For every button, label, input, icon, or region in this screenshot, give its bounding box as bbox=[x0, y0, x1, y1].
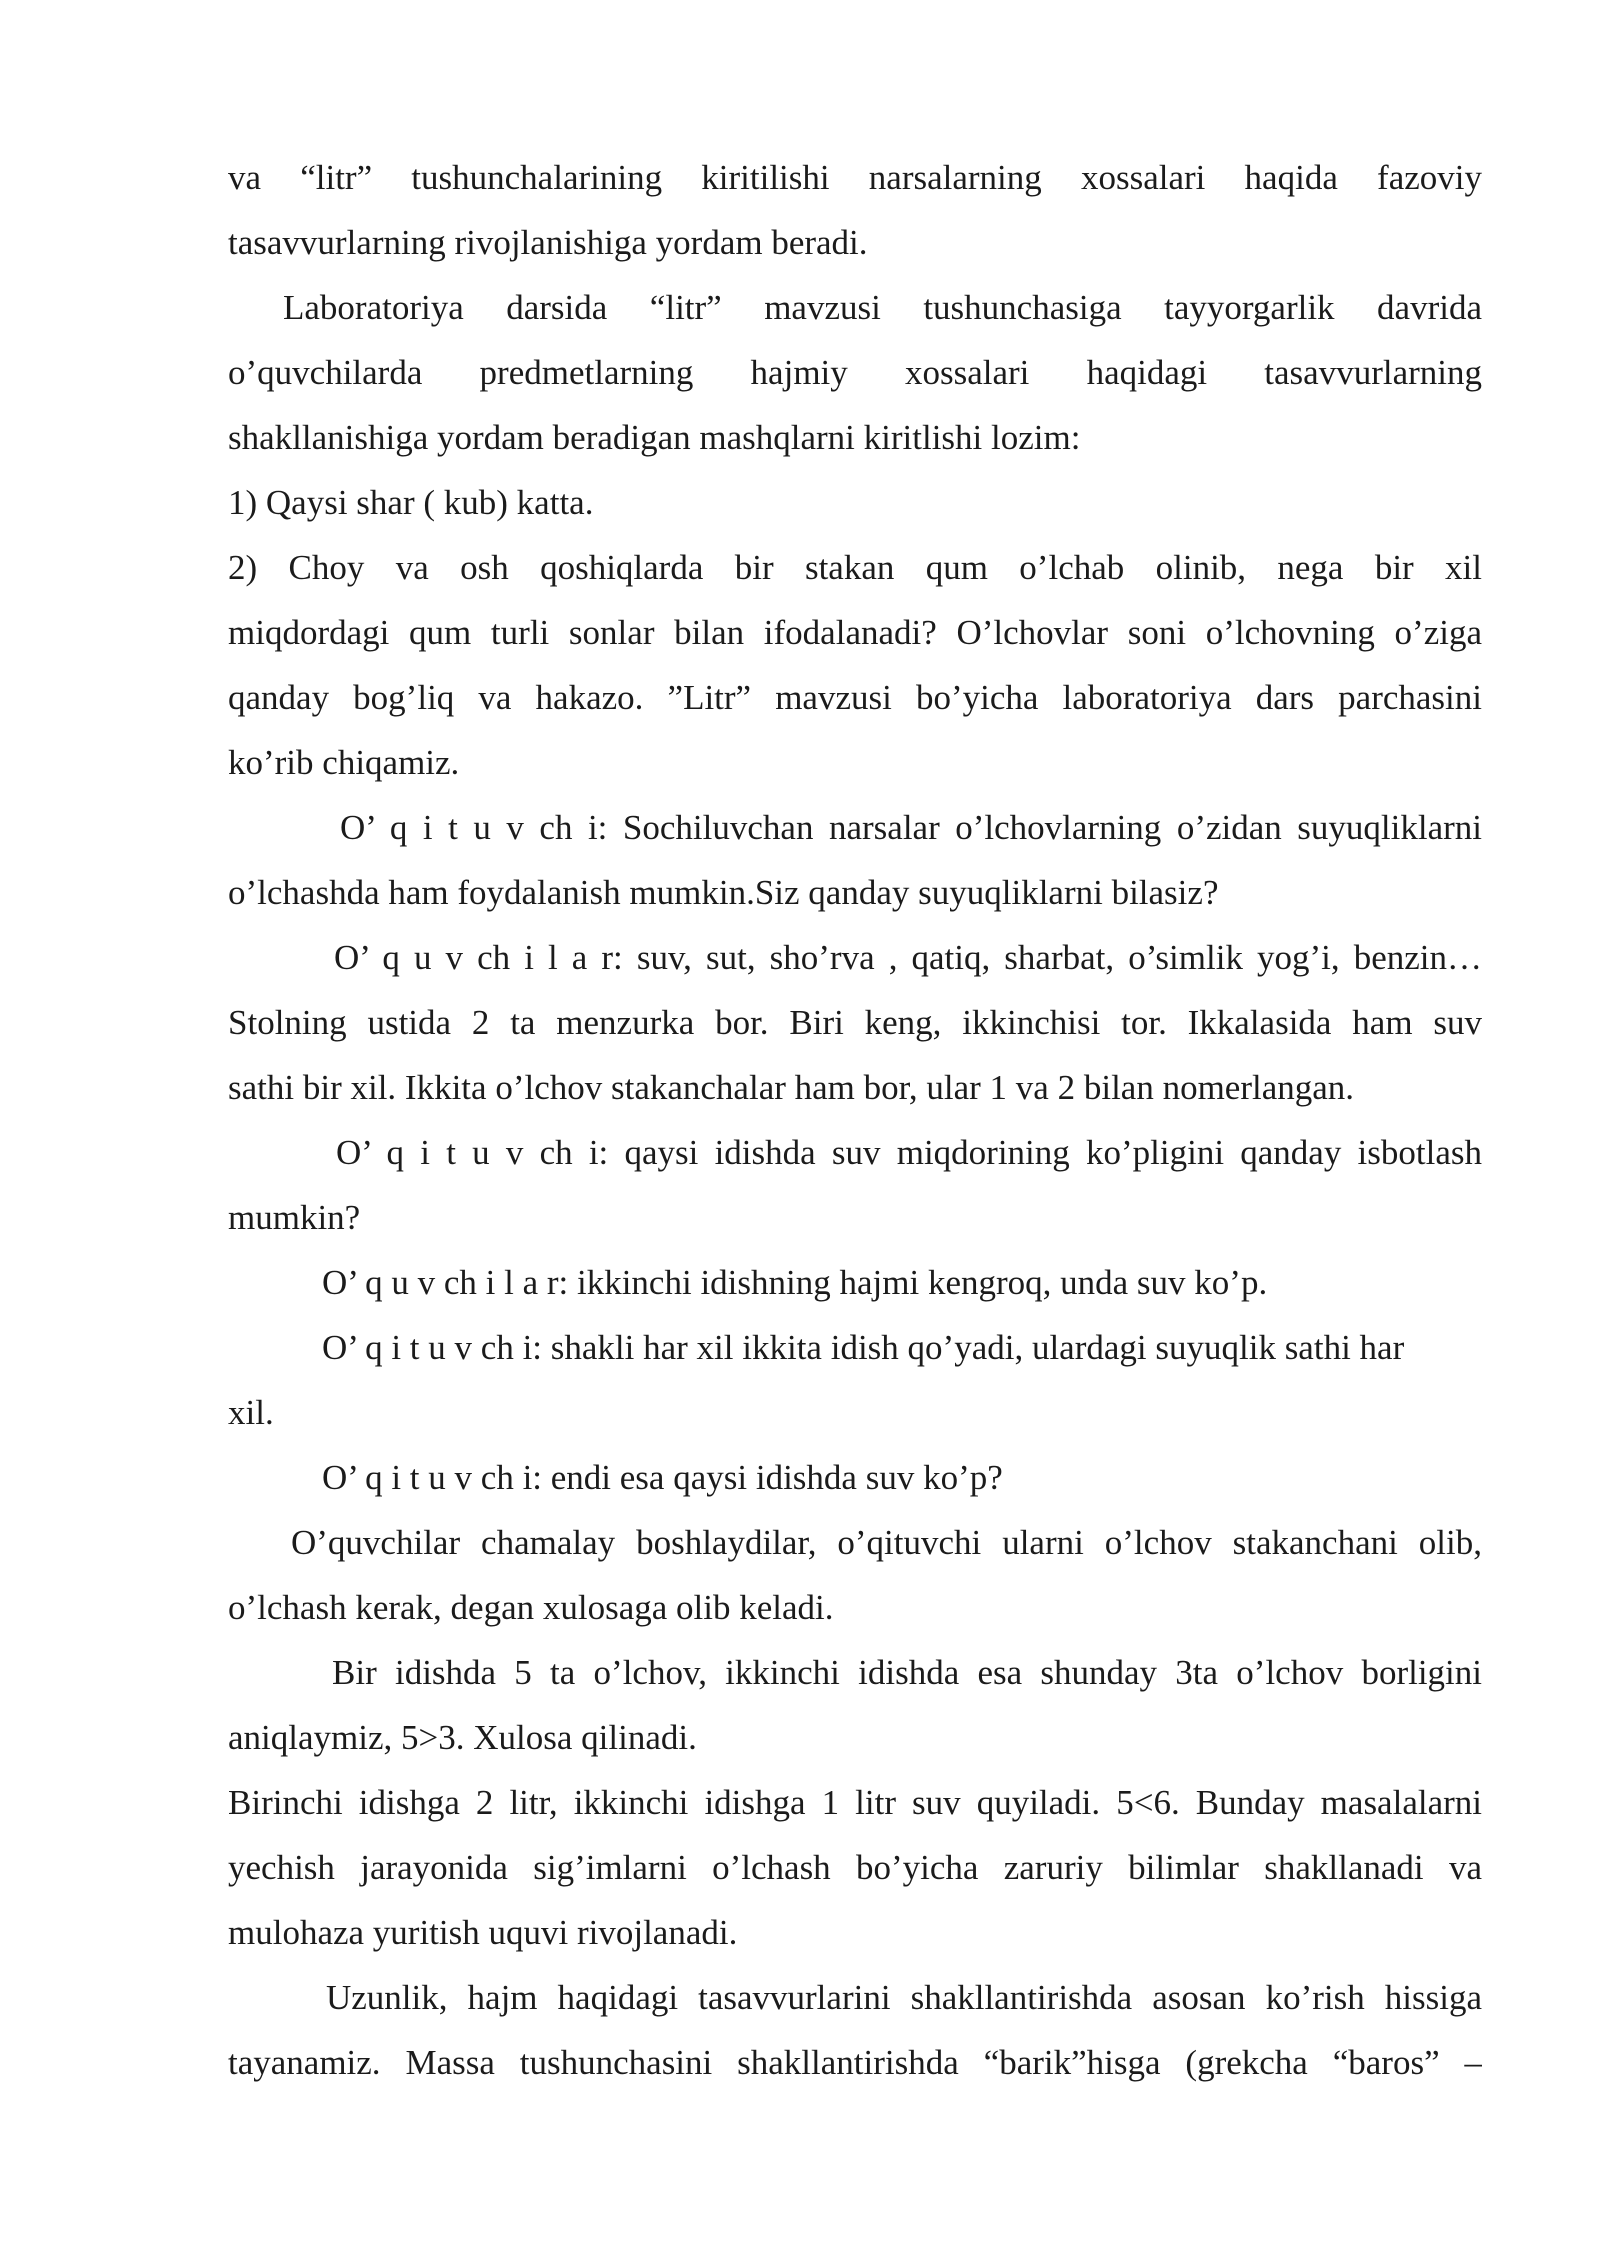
text-line: qanday bog’liq va hakazo. ”Litr” mavzusi bo’yicha laboratoriya dars parchasini bbox=[228, 678, 1482, 717]
text-line: O’ q i t u v ch i: Sochiluvchan narsalar o’lchovlarning o’zidan suyuqliklarni bbox=[340, 808, 1482, 847]
text-line: O’quvchilar chamalay boshlaydilar, o’qituvchi ularni o’lchov stakanchani olib, bbox=[291, 1523, 1482, 1562]
text-line: tayanamiz. Massa tushunchasini shakllantirishda “barik”hisga (grekcha “baros” – bbox=[228, 2043, 1482, 2082]
text-line: miqdordagi qum turli sonlar bilan ifodalanadi? O’lchovlar soni o’lchovning o’ziga bbox=[228, 613, 1482, 652]
text-line: O’ q i t u v ch i: qaysi idishda suv miqdorining ko’pligini qanday isbotlash bbox=[336, 1133, 1482, 1172]
text-line: aniqlaymiz, 5>3. Xulosa qilinadi. bbox=[228, 1718, 697, 1757]
text-line: sathi bir xil. Ikkita o’lchov stakanchalar ham bor, ular 1 va 2 bilan nomerlangan. bbox=[228, 1068, 1355, 1107]
text-line: O’ q i t u v ch i: endi esa qaysi idishda suv ko’p? bbox=[322, 1458, 1003, 1497]
text-line: yechish jarayonida sig’imlarni o’lchash bo’yicha zaruriy bilimlar shakllanadi va bbox=[228, 1848, 1482, 1887]
text-line: Bir idishda 5 ta o’lchov, ikkinchi idishda esa shunday 3ta o’lchov borligini bbox=[332, 1653, 1482, 1692]
text-line: 1) Qaysi shar ( kub) katta. bbox=[228, 483, 594, 522]
text-line: O’ q i t u v ch i: shakli har xil ikkita idish qo’yadi, ulardagi suyuqlik sathi har bbox=[322, 1328, 1405, 1367]
document-page bbox=[228, 145, 1482, 2095]
text-line: va “litr” tushunchalarining kiritilishi narsalarning xossalari haqida fazoviy bbox=[228, 158, 1482, 197]
text-line: ko’rib chiqamiz. bbox=[228, 743, 460, 782]
text-line: mulohaza yuritish uquvi rivojlanadi. bbox=[228, 1913, 738, 1952]
text-line: tasavvurlarning rivojlanishiga yordam beradi. bbox=[228, 223, 868, 262]
text-line: shakllanishiga yordam beradigan mashqlarni kiritlishi lozim: bbox=[228, 418, 1081, 457]
text-line: O’ q u v ch i l a r: suv, sut, sho’rva , qatiq, sharbat, o’simlik yog’i, benzin… bbox=[334, 938, 1482, 977]
text-line: Birinchi idishga 2 litr, ikkinchi idishga 1 litr suv quyiladi. 5<6. Bunday masalalarni bbox=[228, 1783, 1482, 1822]
text-line: o’quvchilarda predmetlarning hajmiy xossalari haqidagi tasavvurlarning bbox=[228, 353, 1482, 392]
text-line: xil. bbox=[228, 1393, 274, 1432]
text-line: mumkin? bbox=[228, 1198, 361, 1237]
text-line: Stolning ustida 2 ta menzurka bor. Biri keng, ikkinchisi tor. Ikkalasida ham suv bbox=[228, 1003, 1482, 1042]
text-line: Uzunlik, hajm haqidagi tasavvurlarini shakllantirishda asosan ko’rish hissiga bbox=[326, 1978, 1482, 2017]
text-line: 2) Choy va osh qoshiqlarda bir stakan qum o’lchab olinib, nega bir xil bbox=[228, 548, 1482, 587]
text-line: o’lchash kerak, degan xulosaga olib keladi. bbox=[228, 1588, 834, 1627]
text-line: o’lchashda ham foydalanish mumkin.Siz qanday suyuqliklarni bilasiz? bbox=[228, 873, 1219, 912]
text-line: Laboratoriya darsida “litr” mavzusi tushunchasiga tayyorgarlik davrida bbox=[283, 288, 1482, 327]
text-line: O’ q u v ch i l a r: ikkinchi idishning hajmi kengroq, unda suv ko’p. bbox=[322, 1263, 1268, 1302]
